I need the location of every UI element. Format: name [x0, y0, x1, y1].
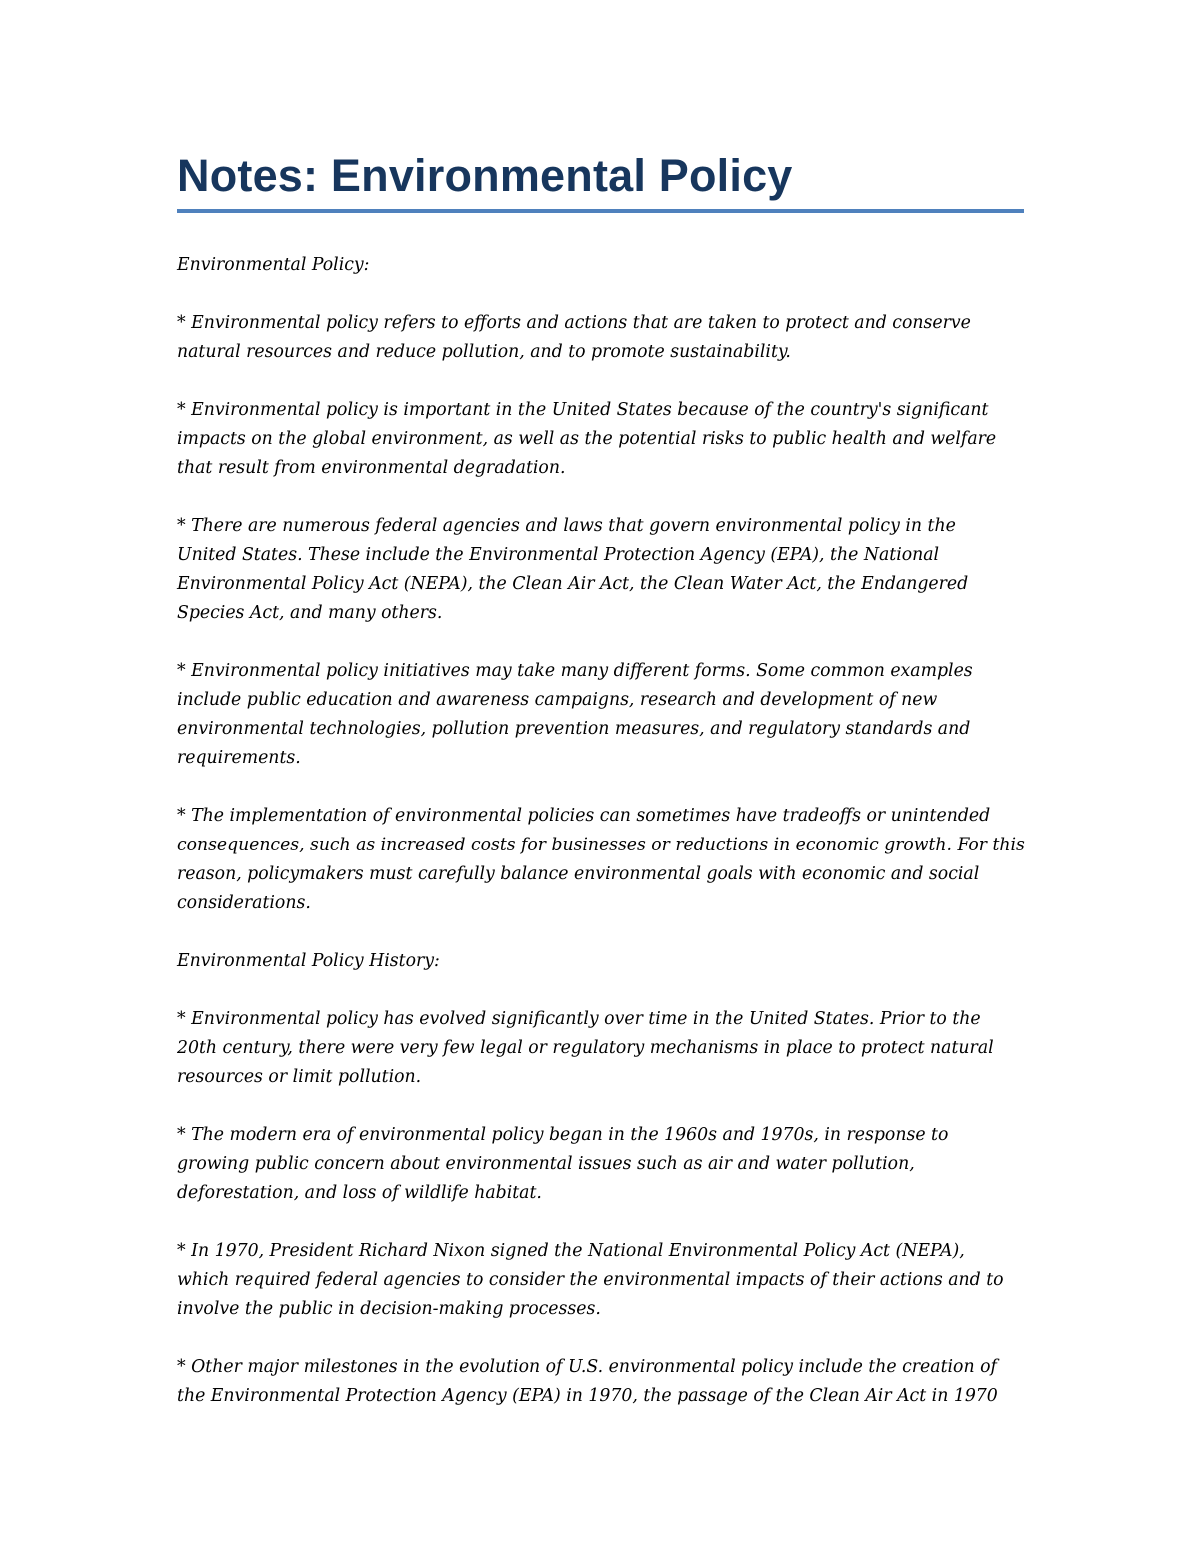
text-line: impacts on the global environment, as well as the potential risks to public health and welfare	[177, 429, 997, 449]
text-line: which required federal agencies to consider the environmental impacts of their actions and to	[177, 1270, 1004, 1290]
text-line: Environmental Policy History:	[177, 951, 440, 971]
text-line: United States. These include the Environmental Protection Agency (EPA), the National	[177, 545, 940, 565]
text-line: growing public concern about environmental issues such as air and water pollution,	[177, 1154, 915, 1174]
text-line: * Environmental policy has evolved significantly over time in the United States. Prior to the	[177, 1009, 981, 1029]
text-line: considerations.	[177, 893, 311, 913]
text-line: consequences, such as increased costs for businesses or reductions in economic growth. For this	[177, 835, 1025, 855]
text-line: * The implementation of environmental policies can sometimes have tradeoffs or unintended	[177, 806, 991, 826]
text-line: * Other major milestones in the evolution of U.S. environmental policy include the creation of	[177, 1357, 997, 1377]
paragraph	[177, 396, 1023, 483]
paragraph	[177, 1237, 1023, 1324]
paragraph	[177, 802, 1023, 918]
document-content	[177, 146, 1023, 1440]
text-line: * Environmental policy is important in the United States because of the country's significant	[177, 400, 989, 420]
text-line: 20th century, there were very few legal or regulatory mechanisms in place to protect natural	[177, 1038, 994, 1058]
paragraph	[177, 512, 1023, 628]
text-line: * Environmental policy initiatives may take many different forms. Some common examples	[177, 661, 973, 681]
text-line: * Environmental policy refers to efforts and actions that are taken to protect and conserve	[177, 313, 971, 333]
paragraph	[177, 1121, 1023, 1208]
text-line: * In 1970, President Richard Nixon signed the National Environmental Policy Act (NEPA),	[177, 1241, 965, 1261]
paragraph	[177, 657, 1023, 773]
text-line: natural resources and reduce pollution, and to promote sustainability.	[177, 342, 791, 362]
paragraph	[177, 309, 1023, 367]
text-line: involve the public in decision-making processes.	[177, 1299, 601, 1319]
document-body	[177, 251, 1023, 1411]
text-line: Environmental Policy Act (NEPA), the Clean Air Act, the Clean Water Act, the Endangered	[177, 574, 969, 594]
text-line: requirements.	[177, 748, 301, 768]
text-line: reason, policymakers must carefully balance environmental goals with economic and social	[177, 864, 980, 884]
text-line: * There are numerous federal agencies and laws that govern environmental policy in the	[177, 516, 956, 536]
text-line: Species Act, and many others.	[177, 603, 443, 623]
text-line: deforestation, and loss of wildlife habitat.	[177, 1183, 542, 1203]
text-line: the Environmental Protection Agency (EPA) in 1970, the passage of the Clean Air Act in 1970	[177, 1386, 998, 1406]
paragraph	[177, 1353, 1023, 1411]
text-line: resources or limit pollution.	[177, 1067, 422, 1087]
text-line: environmental technologies, pollution prevention measures, and regulatory standards and	[177, 719, 971, 739]
title-underline	[177, 209, 1024, 213]
page-title: Notes: Environmental Policy	[177, 150, 793, 201]
text-line: include public education and awareness campaigns, research and development of new	[177, 690, 938, 710]
text-line: Environmental Policy:	[177, 255, 370, 275]
paragraph	[177, 1005, 1023, 1092]
text-line: * The modern era of environmental policy began in the 1960s and 1970s, in response to	[177, 1125, 949, 1145]
paragraph	[177, 947, 1023, 976]
text-line: that result from environmental degradation.	[177, 458, 566, 478]
paragraph	[177, 251, 1023, 280]
